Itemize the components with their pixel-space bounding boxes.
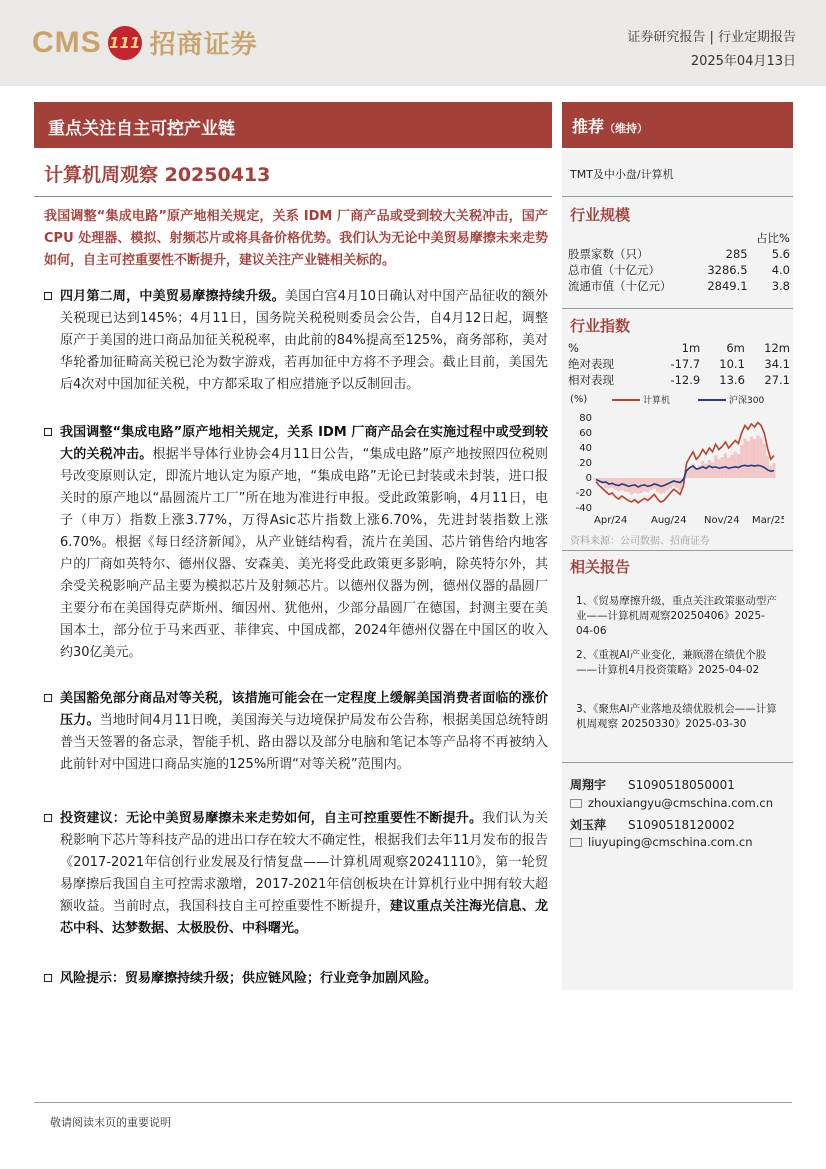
col-header: 1m: [681, 341, 701, 355]
related-report-item[interactable]: 3、《聚焦AI产业落地及绩优股机会——计算机周观察 20250330》2025-03-30: [576, 703, 777, 730]
divider: [562, 308, 793, 309]
mail-icon: [570, 838, 582, 847]
bullet-lead: 美国豁免部分商品对等关税，该措施可能会在一定程度上缓解美国消费者面临的涨价压力。: [60, 691, 548, 728]
mail-icon: [570, 799, 582, 808]
table-row: [568, 278, 790, 294]
diff-bar: [763, 444, 766, 479]
x-tick-label: Aug/24: [651, 515, 687, 526]
bullet-body: 我们认为关税影响下芯片等科技产品的进出口存在较大不确定性，根据我们去年11月发布的报告《2017-2021年信创行业发展及行情复盘——计算机周观察20241110》，第一轮贸易摩擦后我国自主可控需求激增，2017-2021年信创板块在计算机行业中拥有较大超额收益。当前时点，我国科技自主可控重要性不断提升，: [60, 811, 548, 914]
related-report-item[interactable]: 1、《贸易摩擦升级，重点关注政策驱动型产业——计算机周观察20250406》2025-04-06: [576, 595, 777, 637]
y-tick-label: 60: [579, 428, 592, 439]
report-date: 2025年04月13日: [690, 54, 796, 69]
title-banner-text: 重点关注自主可控产业链: [48, 119, 235, 139]
analyst-cert: S1090518120002: [628, 818, 735, 832]
row-value: 34.1: [764, 357, 790, 371]
diff-bar: [756, 435, 759, 478]
y-axis-label: (%): [570, 394, 588, 405]
analyst-email[interactable]: liuyuping@cmschina.com.cn: [588, 835, 753, 849]
legend-label: 计算机: [643, 396, 671, 406]
row-value: 27.1: [764, 373, 790, 387]
bullet-lead: 我国调整“集成电路”原产地相关规定，关系 IDM 厂商产品会在实施过程中或受到较大的关税冲击。: [60, 425, 548, 462]
bullet-body: 美国白宫4月10日确认对中国产品征收的额外关税现已达到145%；4月11日，国务院关税税则委员会公告，自4月12日起，调整原产于美国的进口商品加征关税税率，由此前的84%提高至125%，商务部称，美对华轮番加征畸高关税已沦为数字游戏，若再加征中方将不予理会。截止目前，美国先后4次对中国加征关税，中方都采取了相应措施予以反制回击。: [60, 289, 548, 392]
company-logo: [32, 24, 258, 61]
diff-bar: [746, 441, 749, 478]
diff-bar: [704, 464, 707, 478]
row-pct: 4.0: [771, 263, 790, 277]
divider: [562, 550, 793, 551]
diff-bar: [737, 454, 740, 478]
footer-divider: [34, 1102, 792, 1103]
table-row: [568, 340, 790, 356]
index-table: [568, 340, 790, 388]
title-banner: [34, 102, 552, 148]
y-tick-label: 20: [579, 458, 592, 469]
analyst-name: 周翔宇: [570, 778, 607, 792]
table-row: [568, 230, 790, 246]
diff-bar: [734, 452, 737, 478]
y-tick-label: 40: [579, 443, 592, 454]
diff-bar: [759, 438, 762, 479]
diff-bar: [753, 439, 756, 478]
scale-section-title: 行业规模: [570, 206, 631, 224]
y-tick-label: 80: [579, 413, 592, 424]
report-type: 证券研究报告 | 行业定期报告: [627, 30, 796, 45]
rating-text: [572, 114, 648, 137]
diff-bar: [730, 455, 733, 478]
analyst-cert: S1090518050001: [628, 778, 735, 792]
x-tick-label: Apr/24: [594, 515, 628, 526]
pct-header: 占比%: [756, 231, 790, 245]
diff-bar: [679, 478, 682, 490]
row-value: 3286.5: [707, 263, 748, 277]
x-tick-label: Mar/25: [752, 515, 784, 526]
diff-bar: [750, 437, 753, 478]
row-value: -17.7: [670, 357, 701, 371]
row-value: -12.9: [670, 373, 701, 387]
table-row: [568, 246, 790, 262]
bullet-lead: 四月第二周，中美贸易摩擦持续升级。: [60, 289, 285, 304]
row-pct: 3.8: [771, 279, 790, 293]
row-value: 2849.1: [707, 279, 748, 293]
checkbox-bullet-icon: [44, 814, 52, 822]
y-tick-label: -40: [575, 503, 592, 514]
logo-mark-icon: 111: [108, 26, 142, 60]
diff-bar: [708, 460, 711, 478]
row-value: 13.6: [719, 373, 745, 387]
analyst-name: 刘玉萍: [570, 818, 607, 832]
rating-banner: [562, 102, 793, 148]
legend-label: 沪深300: [729, 396, 765, 406]
bullet-tail: 建议重点关注海光信息、龙芯中科、达梦数据、太极股份、中科曙光。: [60, 899, 548, 936]
checkbox-bullet-icon: [44, 694, 52, 702]
summary-paragraph: 我国调整“集成电路”原产地相关规定，关系 IDM 厂商产品或受到较大关税冲击，国产 CPU 处理器、模拟、射频芯片或将具备价格优势。我们认为无论中美贸易摩擦未来走势如何，自主可控重要性不断提升，建议关注产业链相关标的。: [44, 209, 548, 268]
scale-table: [568, 230, 790, 294]
index-chart-svg: [566, 392, 784, 532]
row-label: 绝对表现: [568, 357, 614, 371]
bullet-investment-advice: [44, 808, 548, 940]
rating-sub: （维持）: [604, 122, 649, 135]
bullet-tariff-exemption: [44, 688, 548, 776]
divider: [34, 196, 552, 197]
chart-source: 资料来源：公司数据、招商证券: [570, 536, 710, 547]
row-label: 总市值（十亿元）: [568, 263, 660, 277]
diff-bar: [740, 445, 743, 478]
row-label: 股票家数（只）: [568, 247, 649, 261]
bullet-body: 当地时间4月11日晚，美国海关与边境保护局发布公告称，根据美国总统特朗普当天签署的备忘录，智能手机、路由器以及部分电脑和笔记本等产品将不再被纳入此前针对中国进口商品实施的125%所谓“对等关税”范围内。: [60, 713, 548, 772]
diff-bar: [766, 456, 769, 478]
bullet-ic-origin: [44, 422, 548, 664]
index-section-title: 行业指数: [570, 317, 631, 335]
divider: [562, 762, 793, 763]
bullet-body: 根据半导体行业协会4月11日公告，“集成电路”原产地按照四位税则号改变原则认定，即流片地认定为原产地，“集成电路”无论已封装或未封装，进口报关时的原产地以“晶圆流片工厂”所在地为准进行申报。受此政策影响，4月11日，电子（申万）指数上涨3.77%，万得Asic芯片指数上涨6.70%，先进封装指数上涨6.70%。根据《每日经济新闻》，从产业链结构看，流片在美国、芯片销售给内地客户的厂商如英特尔、德州仪器、安森美、美光将受此政策更多影响，除英特尔外，其余受关税影响产品主要为模拟芯片及射频芯片。以德州仪器为例，德州仪器的晶圆厂主要分布在美国得克萨斯州、缅因州、犹他州，少部分晶圆厂在德国，封测主要在美国本土，部分位于马来西亚、菲律宾、中国成都，2024年德州仪器在中国区的收入约30亿美元。: [60, 447, 548, 660]
analyst-1: [570, 776, 735, 793]
checkbox-bullet-icon: [44, 974, 52, 982]
diff-bar: [743, 438, 746, 478]
index-chart: [566, 392, 784, 532]
col-header: %: [568, 341, 579, 355]
related-report-item[interactable]: 2、《重视AI产业变化，兼顾潜在绩优个股——计算机4月投资策略》2025-04-02: [576, 649, 767, 676]
row-label: 流通市值（十亿元）: [568, 279, 672, 293]
row-label: 相对表现: [568, 373, 614, 387]
diff-bar: [711, 462, 714, 478]
bullet-lead: 投资建议：无论中美贸易摩擦未来走势如何，自主可控重要性不断提升。: [60, 811, 483, 826]
y-tick-label: -20: [575, 488, 592, 499]
row-value: 285: [725, 247, 748, 261]
bullet-risk: [44, 968, 548, 990]
diff-bar: [649, 478, 652, 490]
row-pct: 5.6: [771, 247, 790, 261]
bullet-trade-friction: [44, 286, 548, 396]
analyst-2: [570, 816, 735, 833]
rating-value: 推荐: [572, 117, 605, 136]
diff-bar: [675, 478, 678, 488]
divider: [562, 196, 793, 197]
report-subtitle: 计算机周观察 20250413: [44, 164, 271, 186]
sector-label: TMT及中小盘/计算机: [570, 168, 674, 181]
checkbox-bullet-icon: [44, 428, 52, 436]
checkbox-bullet-icon: [44, 292, 52, 300]
related-section-title: 相关报告: [570, 558, 631, 576]
logo-latin: CMS: [32, 25, 102, 59]
table-row: [568, 262, 790, 278]
table-row: [568, 372, 790, 388]
y-tick-label: 0: [585, 473, 592, 484]
row-value: 10.1: [719, 357, 745, 371]
diff-bar: [701, 461, 704, 478]
diff-bar: [724, 453, 727, 478]
table-row: [568, 356, 790, 372]
footer-note: 敬请阅读末页的重要说明: [50, 1116, 171, 1129]
col-header: 12m: [764, 341, 790, 355]
x-tick-label: Nov/24: [704, 515, 740, 526]
bullet-lead: 风险提示：贸易摩擦持续升级；供应链风险；行业竞争加剧风险。: [60, 971, 438, 986]
col-header: 6m: [726, 341, 745, 355]
logo-chinese: 招商证券: [149, 30, 258, 60]
analyst-email[interactable]: zhouxiangyu@cmschina.com.cn: [588, 796, 774, 810]
